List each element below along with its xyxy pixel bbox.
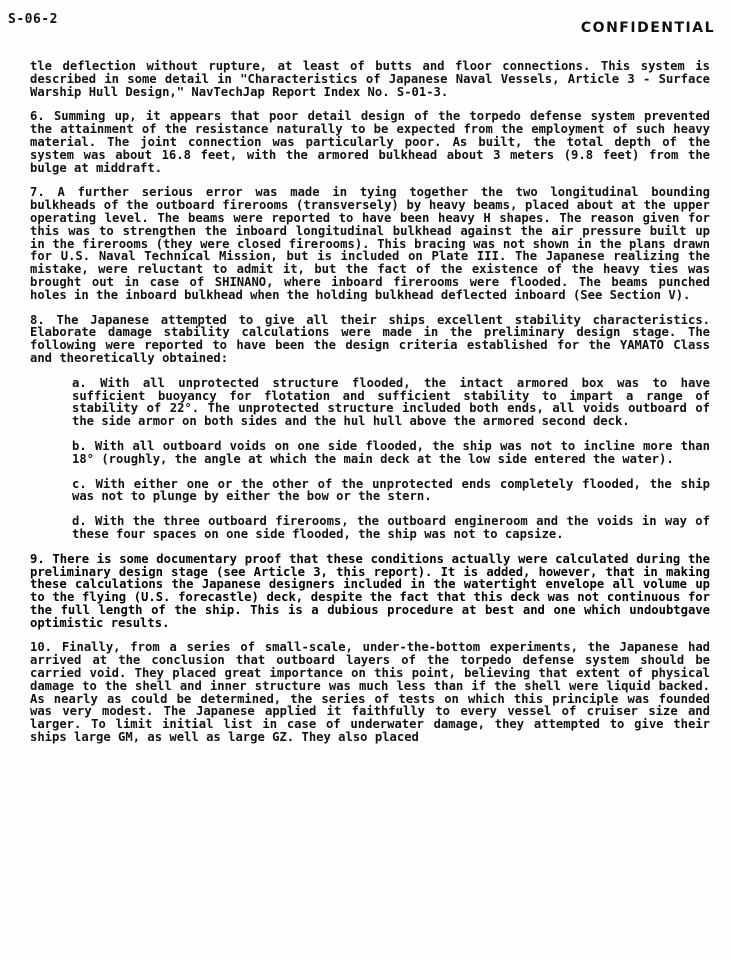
document-body (30, 60, 710, 756)
criteria-label: a. (72, 375, 87, 390)
paragraph-text: There is some documentary proof that these conditions actually were calculated during the preliminary design stage (see Article 3, this report). It is added, however, that in making these calculations the Japanese designers included in the watertight envelope all volume up to the flying (U.S. forecastle) deck, despite the fact that this deck was not continuous for the full length of the ship. This is a dubious procedure at best and one which undoubtgave optimistic results. (30, 551, 710, 630)
paragraph-7 (30, 186, 710, 301)
paragraph-number: 6. (30, 109, 45, 124)
paragraph-text: Summing up, it appears that poor detail design of the torpedo defense system prevented the attainment of the resistance naturally to be expected from the employment of such heavy material. The joint connection was particularly poor. As built, the total depth of the system was about 16.8 feet, with the armored bulkhead about 3 meters (9.8 feet) from the bulge at middraft. (30, 109, 710, 175)
criteria-item-d (72, 515, 710, 541)
paragraph-text: The Japanese attempted to give all their ships excellent stability characteristics. Elaborate damage stability calculations were made in the preliminary design stage. The following were reported to have been the design criteria established for the YAMATO Class and theoretically obtained: (30, 312, 710, 365)
criteria-text: With all outboard voids on one side flooded, the ship was not to incline more than 18° (roughly, the angle at which the main deck at the low side entered the water). (72, 438, 710, 466)
criteria-text: With either one or the other of the unprotected ends completely flooded, the ship was not to plunge by either the bow or the stern. (72, 476, 710, 504)
paragraph-8 (30, 314, 710, 365)
classification-label: CONFIDENTIAL (580, 20, 715, 36)
criteria-item-a (72, 377, 710, 428)
paragraph-number: 7. (30, 185, 45, 200)
paragraph-number: 9. (30, 551, 45, 566)
paragraph-continued (30, 60, 710, 98)
paragraph-10 (30, 641, 710, 743)
paragraph-6 (30, 110, 710, 174)
paragraph-text: Finally, from a series of small-scale, under-the-bottom experiments, the Japanese had arrived at the conclusion that outboard layers of the torpedo defense system should be carried void. They placed great importance on this point, believing that extent of physical damage to the shell and inner structure was much less than if the shell were liquid backed. As nearly as could be determined, the series of tests on which this principle was founded was very modest. The Japanese applied it faithfully to every vessel of cruiser size and larger. To limit initial list in case of underwater damage, they attempted to give their ships large GM, as well as large GZ. They also placed (30, 640, 711, 745)
report-id: S-06-2 (8, 12, 58, 27)
criteria-text: With all unprotected structure flooded, the intact armored box was to have sufficient buoyancy for flotation and sufficient stability to impart a range of stability of 22°. The unprotected structure included both ends, all voids outboard of the side armor on both sides and the hul hull above the armored second deck. (72, 375, 710, 429)
paragraph-text: A further serious error was made in tying together the two longitudinal bounding bulkheads of the outboard firerooms (transversely) by heavy beams, placed about at the upper operating level. The beams were reported to have been heavy H shapes. The reason given for this was to strengthen the inboard longitudinal bulkhead against the air pressure built up in the firerooms (they were closed firerooms). This bracing was not shown in the plans drawn for U.S. Naval Technical Mission, but is included on Plate III. The Japanese realizing the mistake, were reluctant to admit it, but the fact of the existence of the heavy ties was brought out in case of SHINANO, where inboard firerooms were flooded. The beams punched holes in the inboard bulkhead when the holding bulkhead deflected inboard (See Section V). (30, 185, 710, 302)
paragraph-text: tle deflection without rupture, at least of butts and floor connections. This system is described in some detail in "Characteristics of Japanese Naval Vessels, Article 3 - Surface Warship Hull Design," NavTechJap Report Index No. S-01-3. (30, 59, 710, 99)
criteria-label: c. (72, 476, 87, 491)
criteria-label: d. (72, 514, 87, 529)
criteria-item-c (72, 478, 710, 504)
criteria-label: b. (72, 438, 87, 453)
paragraph-9 (30, 553, 710, 630)
paragraph-number: 10. (30, 640, 53, 655)
criteria-item-b (72, 440, 710, 466)
paragraph-number: 8. (30, 312, 45, 327)
criteria-text: With the three outboard firerooms, the outboard engineroom and the voids in way of these four spaces on one side flooded, the ship was not to capsize. (72, 514, 710, 541)
